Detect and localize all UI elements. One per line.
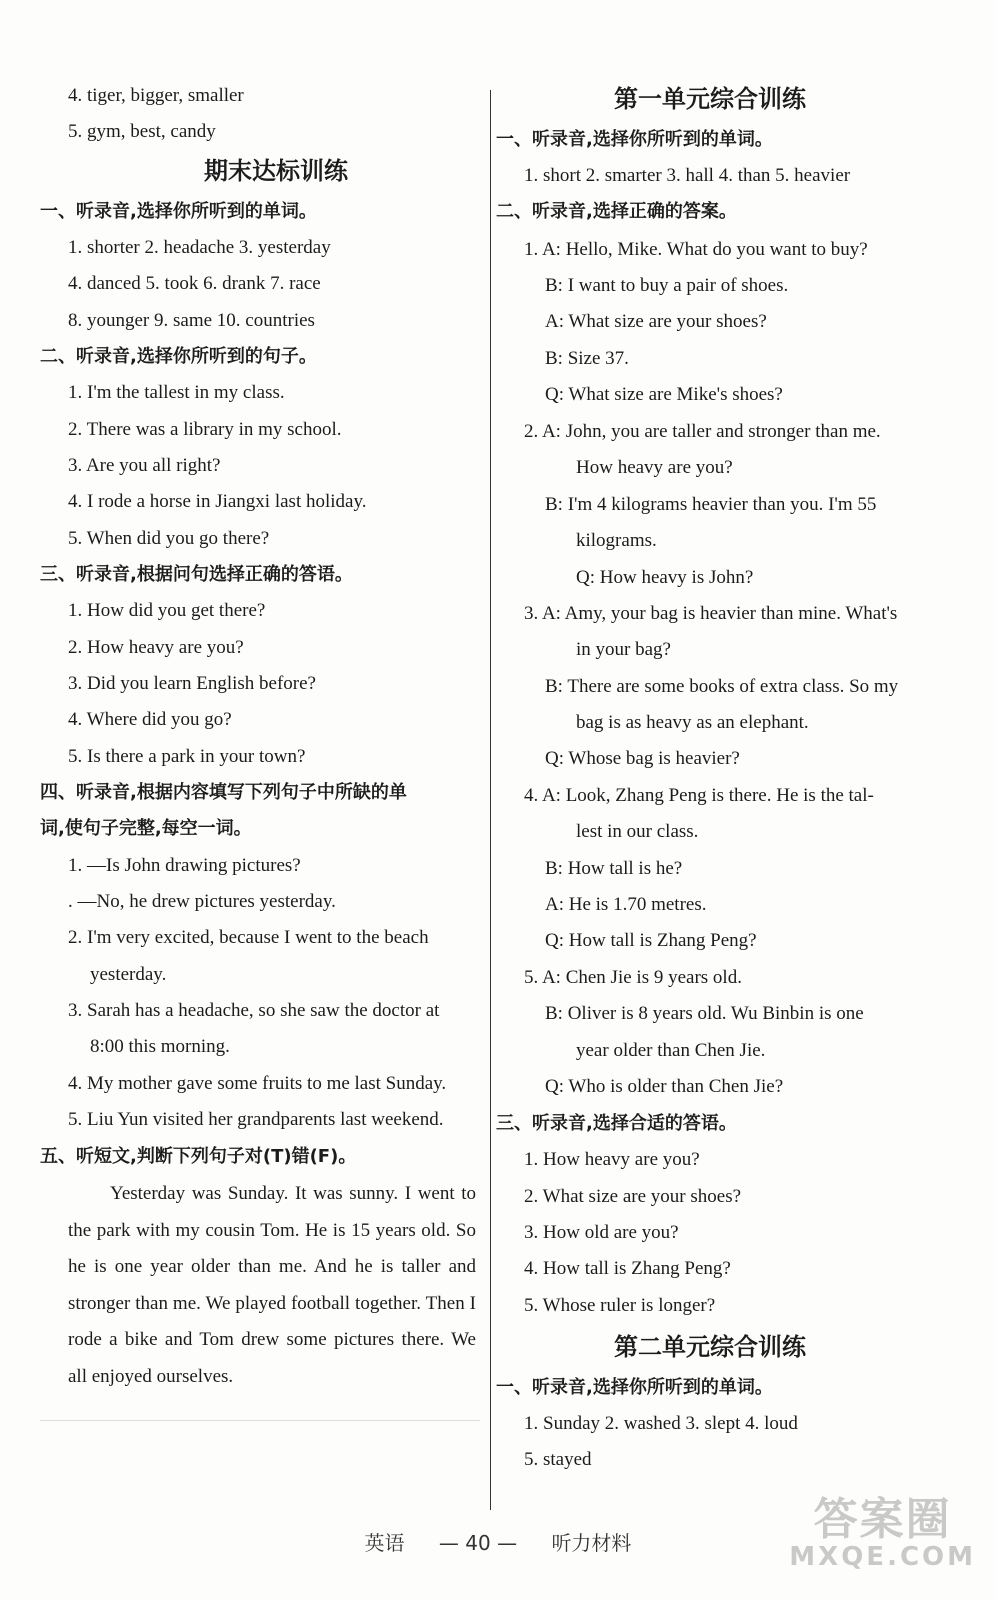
list-item: 3. How old are you? [524, 1222, 679, 1243]
list-item: 5. When did you go there? [68, 528, 270, 549]
list-item: 2. How heavy are you? [68, 637, 244, 658]
list-item: yesterday. [90, 964, 167, 985]
list-item: 8. younger 9. same 10. countries [68, 310, 315, 331]
watermark-top: 答案圈 [813, 1494, 952, 1545]
list-item: 4. I rode a horse in Jiangxi last holiday. [68, 491, 367, 512]
section-heading: 一、听录音,选择你所听到的单词。 [496, 1377, 773, 1398]
dialog-line: 2. A: John, you are taller and stronger than me. [524, 421, 881, 442]
section-heading: 三、听录音,选择合适的答语。 [496, 1113, 737, 1134]
watermark-bottom: MXQE.COM [789, 1542, 976, 1572]
list-item: 4. tiger, bigger, smaller [68, 85, 244, 106]
list-item: 2. There was a library in my school. [68, 419, 342, 440]
list-item: 4. Where did you go? [68, 709, 232, 730]
section-heading-cont: 词,使句子完整,每空一词。 [40, 818, 252, 839]
dialog-line: year older than Chen Jie. [576, 1040, 766, 1061]
dialog-line: A: He is 1.70 metres. [545, 894, 707, 915]
list-item: 5. Is there a park in your town? [68, 746, 306, 767]
dialog-line: kilograms. [576, 530, 657, 551]
dialog-line: B: Oliver is 8 years old. Wu Binbin is one [545, 1003, 864, 1024]
section-heading: 二、听录音,选择正确的答案。 [496, 201, 737, 222]
dialog-line: 4. A: Look, Zhang Peng is there. He is the tal- [524, 785, 874, 806]
list-item: . —No, he drew pictures yesterday. [68, 891, 336, 912]
list-item: 1. short 2. smarter 3. hall 4. than 5. heavier [524, 165, 851, 186]
list-item: 1. How heavy are you? [524, 1149, 700, 1170]
list-item: 2. What size are your shoes? [524, 1186, 742, 1207]
dialog-line: A: What size are your shoes? [545, 311, 767, 332]
dialog-line: Q: What size are Mike's shoes? [545, 384, 783, 405]
list-item: 5. Liu Yun visited her grandparents last weekend. [68, 1109, 444, 1130]
dialog-line: lest in our class. [576, 821, 699, 842]
section-heading: 二、听录音,选择你所听到的句子。 [40, 346, 317, 367]
list-item: 4. danced 5. took 6. drank 7. race [68, 273, 321, 294]
list-item: 5. gym, best, candy [68, 121, 216, 142]
section-heading: 一、听录音,选择你所听到的单词。 [496, 129, 773, 150]
dialog-line: How heavy are you? [576, 457, 733, 478]
dialog-line: bag is as heavy as an elephant. [576, 712, 809, 733]
dialog-line: 3. A: Amy, your bag is heavier than mine. What's [524, 603, 898, 624]
dialog-line: 1. A: Hello, Mike. What do you want to buy? [524, 239, 868, 260]
dialog-line: in your bag? [576, 639, 671, 660]
dialog-line: Q: How heavy is John? [576, 567, 754, 588]
list-item: 2. I'm very excited, because I went to the beach [68, 927, 429, 948]
list-item: 5. stayed [524, 1449, 592, 1470]
unit1-title: 第一单元综合训练 [614, 85, 806, 113]
dialog-line: B: There are some books of extra class. So my [545, 676, 899, 697]
footer-subject: 英语 [364, 1531, 405, 1555]
list-item: 1. Sunday 2. washed 3. slept 4. loud [524, 1413, 798, 1434]
list-item: 3. Did you learn English before? [68, 673, 316, 694]
list-item: 1. How did you get there? [68, 600, 266, 621]
dialog-line: B: Size 37. [545, 348, 629, 369]
section-title-final: 期末达标训练 [204, 157, 348, 185]
list-item: 4. My mother gave some fruits to me last Sunday. [68, 1073, 447, 1094]
dialog-line: B: How tall is he? [545, 858, 683, 879]
unit2-title: 第二单元综合训练 [614, 1333, 806, 1361]
footer-label: 听力材料 [551, 1531, 632, 1555]
list-item: 1. I'm the tallest in my class. [68, 382, 285, 403]
dialog-line: Q: How tall is Zhang Peng? [545, 930, 757, 951]
dialog-line: Q: Whose bag is heavier? [545, 748, 740, 769]
list-item: 5. Whose ruler is longer? [524, 1295, 716, 1316]
passage-paragraph: Yesterday was Sunday. It was sunny. I went to the park with my cousin Tom. He is 15 years old. So he is one year older than me. And he is taller and stronger than me. We played football together. Then I rode a bike and Tom drew some pictures there. We all enjoyed ourselves. [68, 1183, 476, 1387]
dialog-line: B: I'm 4 kilograms heavier than you. I'm 55 [545, 494, 877, 515]
section-heading: 一、听录音,选择你所听到的单词。 [40, 201, 317, 222]
dialog-line: B: I want to buy a pair of shoes. [545, 275, 789, 296]
list-item: 3. Are you all right? [68, 455, 221, 476]
dialog-line: 5. A: Chen Jie is 9 years old. [524, 967, 742, 988]
section-heading: 三、听录音,根据问句选择正确的答语。 [40, 564, 353, 585]
section-heading: 五、听短文,判断下列句子对(T)错(F)。 [40, 1146, 357, 1167]
list-item: 4. How tall is Zhang Peng? [524, 1258, 731, 1279]
list-item: 3. Sarah has a headache, so she saw the doctor at [68, 1000, 440, 1021]
faint-rule [40, 1420, 480, 1421]
column-divider [490, 90, 491, 1510]
watermark-logo [789, 1494, 976, 1572]
page-number: — 40 — [438, 1531, 518, 1555]
list-item: 1. shorter 2. headache 3. yesterday [68, 237, 331, 258]
section-heading: 四、听录音,根据内容填写下列句子中所缺的单 [40, 782, 407, 803]
list-item: 1. —Is John drawing pictures? [68, 855, 301, 876]
dialog-line: Q: Who is older than Chen Jie? [545, 1076, 784, 1097]
list-item: 8:00 this morning. [90, 1036, 230, 1057]
